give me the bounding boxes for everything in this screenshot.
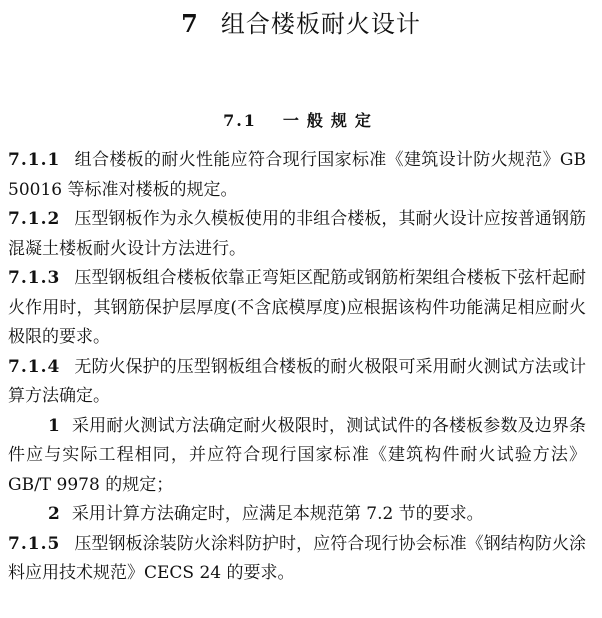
clause-text: 压型钢板涂装防火涂料防护时，应符合现行协会标准《钢结构防火涂料应用技术规范》CECS 24 的要求。 <box>8 533 586 583</box>
chapter-number: 7 <box>181 9 199 38</box>
chapter-title-text: 组合楼板耐火设计 <box>220 10 421 38</box>
clause-number: 7.1.2 <box>8 209 61 229</box>
section-number: 7.1 <box>223 111 257 130</box>
item-text: 采用计算方法确定时，应满足本规范第 7.2 节的要求。 <box>71 504 484 524</box>
clause-7-1-3 <box>8 264 586 353</box>
clause-7-1-2 <box>8 205 586 264</box>
clause-text: 无防火保护的压型钢板组合楼板的耐火极限可采用耐火测试方法或计算方法确定。 <box>8 356 586 406</box>
section-title <box>0 110 602 132</box>
clause-7-1-4-item-1 <box>8 412 586 501</box>
clause-number: 7.1.4 <box>8 356 61 377</box>
clause-7-1-1 <box>8 146 586 205</box>
section-title-text: 一般规定 <box>282 111 379 130</box>
clause-text: 压型钢板作为永久模板使用的非组合楼板，其耐火设计应按普通钢筋混凝土楼板耐火设计方法进行。 <box>8 209 586 259</box>
clause-text: 压型钢板组合楼板依靠正弯矩区配筋或钢筋桁架组合楼板下弦杆起耐火作用时，其钢筋保护层厚度(不含底模厚度)应根据该构件功能满足相应耐火极限的要求。 <box>8 268 586 347</box>
clause-number: 7.1.3 <box>8 268 61 288</box>
item-text: 采用耐火测试方法确定耐火极限时，测试试件的各楼板参数及边界条件应与实际工程相同，并应符合现行国家标准《建筑构件耐火试验方法》GB/T 9978 的规定； <box>8 415 586 495</box>
clause-text: 组合楼板的耐火性能应符合现行国家标准《建筑设计防火规范》GB 50016 等标准对楼板的规定。 <box>8 150 586 200</box>
clause-number: 7.1.5 <box>8 533 61 554</box>
clause-7-1-5 <box>8 530 586 589</box>
clause-number: 7.1.1 <box>8 150 61 170</box>
chapter-title <box>0 8 602 40</box>
item-number: 1 <box>48 415 60 436</box>
body-text <box>8 146 586 589</box>
clause-7-1-4 <box>8 353 586 412</box>
item-number: 2 <box>48 504 60 524</box>
clause-7-1-4-item-2 <box>8 500 586 530</box>
